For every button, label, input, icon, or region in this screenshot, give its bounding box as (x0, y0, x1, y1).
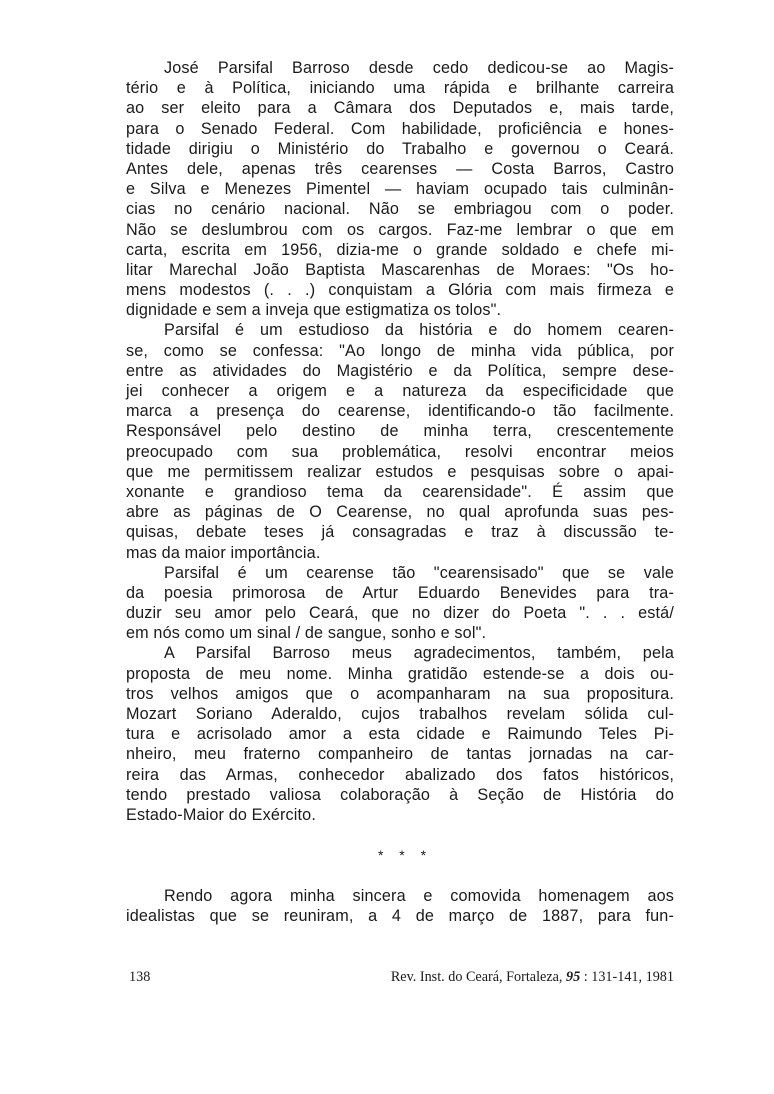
text-line: mas da maior importância. (126, 543, 321, 562)
text-line: idealistas que se reuniram, a 4 de março de 1887, para fun- (126, 906, 674, 925)
text-line: Estado-Maior do Exército. (126, 805, 316, 824)
text-line: em nós como um sinal / de sangue, sonho e sol". (126, 624, 487, 643)
text-line: tendo prestado valiosa colaboração à Seção de História do (126, 785, 674, 804)
text-line: cias no cenário nacional. Não se embriagou com o poder. (126, 200, 674, 219)
text-line: mens modestos (. . .) conquistam a Glória com mais firmeza e (126, 281, 674, 300)
text-line: abre as páginas de O Cearense, no qual aprofunda suas pes- (126, 503, 674, 522)
text-line: Responsável pelo destino de minha terra, crescentemente (126, 422, 674, 441)
text-line: carta, escrita em 1956, dizia-me o grande soldado e chefe mi- (126, 240, 674, 259)
text-line: quisas, debate teses já consagradas e traz à discussão te- (126, 523, 674, 542)
text-line: jei conhecer a origem e a natureza da especificidade que (126, 382, 674, 400)
text-line: se, como se confessa: "Ao longo de minha vida pública, por (126, 341, 674, 360)
text-line: Mozart Soriano Aderaldo, cujos trabalhos revelam sólida cul- (126, 705, 674, 723)
text-line: da poesia primorosa de Artur Eduardo Benevides para tra- (126, 583, 674, 602)
document-body (126, 58, 674, 926)
text-line: litar Marechal João Baptista Mascarenhas de Moraes: "Os ho- (126, 260, 674, 279)
text-line: para o Senado Federal. Com habilidade, proficiência e hones- (126, 119, 674, 138)
text-line: Antes dele, apenas três cearenses — Costa Barros, Castro (126, 159, 674, 178)
text-line: tros velhos amigos que o acompanharam na sua propositura. (126, 684, 674, 703)
text-line: Rendo agora minha sincera e comovida homenagem aos (164, 886, 674, 905)
text-line: proposta de meu nome. Minha gratidão estende-se a dois ou- (126, 664, 674, 683)
spacer (126, 865, 674, 885)
citation-prefix: Rev. Inst. do Ceará, Fortaleza, (390, 969, 567, 985)
text-line: José Parsifal Barroso desde cedo dedicou-se ao Magis- (164, 59, 674, 77)
text-line: ao ser eleito para a Câmara dos Deputados e, mais tarde, (126, 99, 674, 118)
text-line: e Silva e Menezes Pimentel — haviam ocupado tais culminân- (126, 180, 674, 199)
text-line: Parsifal é um estudioso da história e do homem cearen- (164, 321, 674, 340)
text-line: Não se deslumbrou com os cargos. Faz-me lembrar o que em (126, 220, 674, 239)
citation-suffix: : 131-141, 1981 (580, 969, 674, 985)
text-line: entre as atividades do Magistério e da Política, sempre dese- (126, 361, 674, 380)
text-line: tério e à Política, iniciando uma rápida e brilhante carreira (126, 79, 674, 98)
spacer (126, 825, 674, 845)
text-line: Parsifal é um cearense tão "cearensisado" que se vale (164, 563, 674, 582)
text-line: tidade dirigiu o Ministério do Trabalho e governou o Ceará. (126, 139, 674, 158)
page-number: 138 (129, 969, 151, 985)
text-line: que me permitissem realizar estudos e pesquisas sobre o apai- (126, 462, 674, 481)
section-separator: * * * (377, 847, 433, 864)
text-line: nheiro, meu fraterno companheiro de tantas jornadas na car- (126, 745, 674, 764)
text-line: preocupado com sua problemática, resolvi encontrar meios (126, 442, 674, 461)
text-line: marca a presença do cearense, identificando-o tão facilmente. (126, 402, 674, 421)
text-line: reira das Armas, conhecedor abalizado dos fatos históricos, (126, 765, 674, 784)
text-line: tura e acrisolado amor a esta cidade e Raimundo Teles Pi- (126, 725, 674, 744)
journal-citation (391, 968, 674, 986)
citation-volume: 95 (566, 969, 581, 985)
text-line: dignidade e sem a inveja que estigmatiza os tolos". (126, 301, 502, 320)
text-line: duzir seu amor pelo Ceará, que no dizer do Poeta ". . . está/ (126, 604, 674, 623)
text-line: xonante e grandioso tema da cearensidade". É assim que (126, 482, 674, 501)
text-line: A Parsifal Barroso meus agradecimentos, também, pela (164, 644, 674, 663)
